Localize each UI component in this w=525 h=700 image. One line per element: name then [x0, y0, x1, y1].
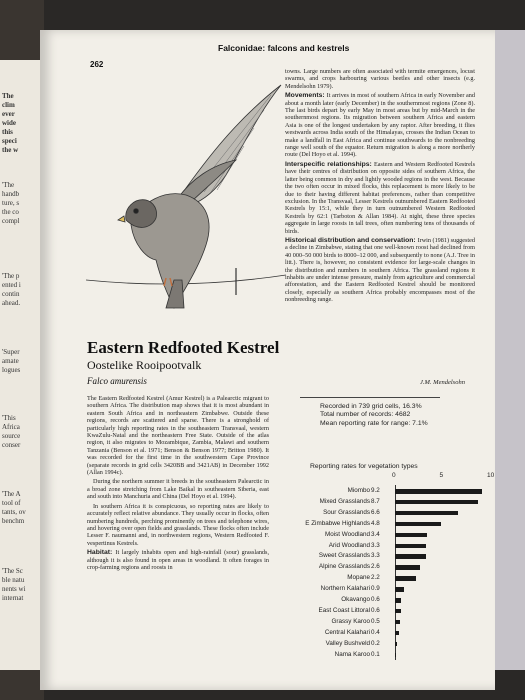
- species-scientific-name: Falco amurensis: [87, 376, 147, 386]
- bar: [395, 554, 426, 559]
- bar: [395, 544, 426, 549]
- value-label: 9.2: [371, 487, 380, 494]
- left-page-fragment: logues: [2, 366, 21, 374]
- left-page-fragment: clim: [2, 101, 15, 109]
- species-afrikaans-name: Oostelike Rooipootvalk: [87, 358, 202, 372]
- paragraph-text: In southern Africa it is conspicuous, so reporting rates are likely to accurately reflect relative abundance. They usually occur in flocks, often numbering hundreds, perching prominently on trees and telephone wires, and hovering over open fields and grasslands. These flocks often include Lesser F. naumanni and, in northwestern regions, Western Redfooted F. vespertinus Kestrels.: [87, 502, 269, 547]
- paragraph-heading: Historical distribution and conservation:: [285, 236, 418, 244]
- chart-row: [280, 487, 500, 496]
- paragraph-heading: Interspecific relationships:: [285, 160, 375, 168]
- left-page-fragment: this: [2, 128, 13, 136]
- bar: [395, 489, 482, 494]
- bar: [395, 565, 420, 570]
- bar: [395, 620, 400, 625]
- value-label: 0.6: [371, 606, 380, 614]
- category-label: Arid Woodland: [328, 541, 370, 549]
- value-label: 0.6: [371, 596, 380, 603]
- section-divider: [300, 397, 440, 398]
- value-label: 0.4: [371, 628, 380, 636]
- paragraph-text: The Eastern Redfooted Kestrel (Amur Kestrel) is a Palearctic migrant to southern Africa. The distribution map shows that it is most abundant in eastern South Africa and in northeastern Zimbabwe. Outside these regions, records are scattered and sparse. There is a stronghold of particularly high reporting rates in the southeastern Transvaal, western KwaZulu-Natal and the northeastern Free State. Outside of the atlas region, it also migrates to Mozambique, Zambia, Malawi and southern Tanzania (Benson et al. 1971; Benson & Benson 1977; Britton 1980). It was recorded for the first time in the southwestern Cape Province (separate records in grid cells 3420BB and 3421AB) in December 1992 (Allan 1994c).: [87, 395, 269, 477]
- paragraph: [87, 478, 269, 500]
- paragraph: [285, 161, 475, 235]
- value-label: 3.3: [371, 552, 380, 560]
- left-page-fragment: internat: [2, 594, 24, 602]
- chart-row: [280, 542, 500, 551]
- x-tick-label: 5: [439, 472, 444, 479]
- value-label: 3.4: [371, 530, 380, 538]
- left-page-fragment: conser: [2, 441, 21, 449]
- value-label: 4.8: [371, 519, 380, 527]
- left-page-fragment: handb: [2, 190, 20, 198]
- chart-row: [280, 552, 500, 561]
- paragraph: [87, 503, 269, 547]
- paragraph-text: It arrives in most of southern Africa in early November and about a month later (early December) in the southernmost regions (Zone 8). The last birds depart by early May in most areas but by mid-March in the southernmost regions. Its migration between southern Africa and eastern Asia is one of the longest undertaken by any raptor. After breeding, it flies westwards across India south of the Himalayas, crosses the Indian Ocean to make a landfall in East Africa and continue southwards to the nonbreeding range well south of the equator. Return migration is along a more northerly route (Del Hoyo et al. 1994).: [285, 92, 475, 159]
- bar: [395, 653, 396, 658]
- chart-row: [280, 574, 500, 583]
- paragraph: [285, 92, 475, 159]
- left-page-fragment: compl: [2, 217, 20, 225]
- paragraph-text: During the northern summer it breeds in the southeastern Palearctic in a broad zone stretching from Lake Baikal in southeastern Siberia, east and south into Manchuria and China (Del Hoyo et al. 1994).: [87, 478, 269, 501]
- left-page-fragment: Africa: [2, 423, 20, 431]
- value-label: 2.6: [371, 563, 380, 571]
- chart-row: [280, 585, 500, 594]
- x-tick-label: 0: [392, 472, 396, 479]
- chart-row: [280, 520, 500, 529]
- left-page-fragment: 'This: [2, 414, 16, 422]
- left-page-fragment: ahead.: [2, 299, 21, 307]
- running-head: Falconidae: falcons and kestrels: [218, 43, 350, 53]
- bar: [395, 522, 441, 527]
- left-page-fragment: 'The Sc: [2, 567, 23, 575]
- left-page-fragment: 'Super: [2, 348, 20, 356]
- paragraph-heading: Movements:: [285, 92, 327, 100]
- value-label: 3.3: [371, 541, 380, 549]
- category-label: Sour Grasslands: [323, 508, 370, 516]
- text-column-2: [285, 68, 475, 395]
- chart-row: [280, 509, 500, 518]
- bar: [395, 500, 478, 505]
- paragraph-text: towns. Large numbers are often associated with termite emergences, locust swarms, and crops harbouring various beetles and other insects (e.g. Mendelsohn 1979).: [285, 68, 475, 90]
- chart-row: [280, 629, 500, 638]
- bar: [395, 598, 401, 603]
- left-page-fragment: 'The A: [2, 490, 21, 498]
- left-page-fragment: benchm: [2, 517, 25, 525]
- stat-records: Total number of records: 4682: [320, 411, 411, 419]
- chart-row: [280, 618, 500, 627]
- category-label: Mopane: [347, 574, 370, 582]
- left-page-fragment: tool of: [2, 499, 21, 507]
- bar: [395, 511, 458, 516]
- text-column-1: [87, 395, 269, 685]
- category-label: Alpine Grasslands: [318, 563, 370, 571]
- chart-row: [280, 640, 500, 649]
- chart-row: [280, 498, 500, 507]
- value-label: 2.2: [371, 574, 380, 582]
- chart-row: [280, 596, 500, 605]
- category-label: Central Kalahari: [324, 628, 370, 636]
- left-page-fragment: ented i: [2, 281, 21, 289]
- value-label: 6.6: [371, 508, 380, 516]
- category-label: Mixed Grasslands: [319, 497, 370, 505]
- chart-row: [280, 651, 500, 660]
- left-page-fragment: amate: [2, 357, 19, 365]
- left-page-fragment: nents wi: [2, 585, 26, 593]
- species-english-name: Eastern Redfooted Kestrel: [87, 338, 280, 357]
- paragraph-text: Irwin (1981) suggested a decline in Zimbabwe, stating that one well-known roost had declined from 40 000–50 000 birds to 8000–12 000, and subsequently to none (A.J. Tree in litt.). There is, however, no consistent evidence for large-scale changes in the distribution and numbers in southern Africa. The grassland regions it inhabits are under intense pressure, mainly from agriculture and commercial afforestation, and the Eastern Redfooted Kestrel should be monitored closely, especially as southern Africa probably encompasses most of the nonbreeding range.: [285, 236, 475, 304]
- left-page-fragment: source: [2, 432, 21, 440]
- chart-title: Reporting rates for vegetation types: [310, 463, 418, 470]
- paragraph-text: It largely inhabits open and high-rainfall (sour) grasslands, although it is also found in open areas in woodland. It often forages in crop-farming regions and roosts in: [87, 549, 269, 571]
- paragraph-heading: Habitat:: [87, 549, 116, 557]
- bar: [395, 642, 397, 647]
- category-label: Moist Woodland: [324, 530, 370, 538]
- paragraph: [87, 395, 269, 476]
- paragraph: [285, 237, 475, 304]
- bar: [395, 576, 416, 581]
- kestrel-illustration: [86, 80, 286, 310]
- left-page-fragment: 'The p: [2, 272, 20, 280]
- left-page-fragment: ture, s: [2, 199, 20, 207]
- left-page-fragment: 'The: [2, 181, 15, 189]
- paragraph: [285, 68, 475, 90]
- left-page-fragment: contin: [2, 290, 20, 298]
- bar: [395, 533, 427, 538]
- bar: [395, 609, 401, 614]
- page-number: 262: [90, 60, 104, 69]
- bar: [395, 631, 399, 636]
- x-tick-label: 10: [487, 472, 495, 479]
- stat-grid-cells: Recorded in 739 grid cells, 16.3%: [320, 403, 422, 410]
- value-label: 0.1: [371, 650, 380, 658]
- category-label: Sweet Grasslands: [318, 552, 370, 560]
- value-label: 0.2: [371, 639, 380, 647]
- value-label: 8.7: [371, 497, 380, 505]
- category-label: East Coast Littoral: [318, 606, 370, 614]
- left-page-fragment: tants, ov: [2, 508, 26, 516]
- category-label: Grassy Karoo: [331, 617, 370, 625]
- vegetation-bar-chart: [280, 472, 500, 672]
- chart-row: [280, 563, 500, 572]
- paragraph-text: Eastern and Western Redfooted Kestrels have their centres of distribution on opposite sides of southern Africa, the latter being common in dry and lightly wooded regions in the west. Because the two often occur in mixed flocks, this replacement is more likely to be due to their having different habitat preferences, rather than competitive exclusion. In the Transvaal, Lesser Kestrels outnumbered Eastern Redfooted Kestrels by 15:1, while they in turn outnumbered Western Redfooted Kestrels by 62:1 (Tarboton & Allan 1984). At night, these three species aggregate in large roosts in tall trees, often numbering tens of thousands of birds.: [285, 160, 475, 235]
- category-label: E Zimbabwe Highlands: [305, 519, 370, 527]
- left-page-fragment: the w: [2, 146, 19, 154]
- category-label: Northern Kalahari: [320, 585, 370, 593]
- left-page-fragment: ever: [2, 110, 15, 118]
- paragraph: [87, 549, 269, 571]
- chart-row: [280, 607, 500, 616]
- left-page-fragment: ble natu: [2, 576, 25, 584]
- left-page-fragment: The: [2, 92, 14, 100]
- left-page-fragment: the co: [2, 208, 19, 216]
- atlas-stats: [320, 403, 428, 428]
- stat-mean-rate: Mean reporting rate for range: 7.1%: [320, 419, 428, 427]
- author-credit: J.M. Mendelsohn: [420, 379, 465, 386]
- category-label: Miombo: [347, 487, 370, 494]
- value-label: 0.5: [371, 617, 380, 625]
- category-label: Okavango: [341, 596, 370, 603]
- bar: [395, 587, 404, 592]
- left-page-fragment: wide: [2, 119, 16, 127]
- category-label: Valley Bushveld: [325, 639, 370, 647]
- chart-row: [280, 531, 500, 540]
- category-label: Nama Karoo: [334, 650, 370, 658]
- left-page-fragment: speci: [2, 137, 17, 145]
- value-label: 0.9: [371, 585, 380, 593]
